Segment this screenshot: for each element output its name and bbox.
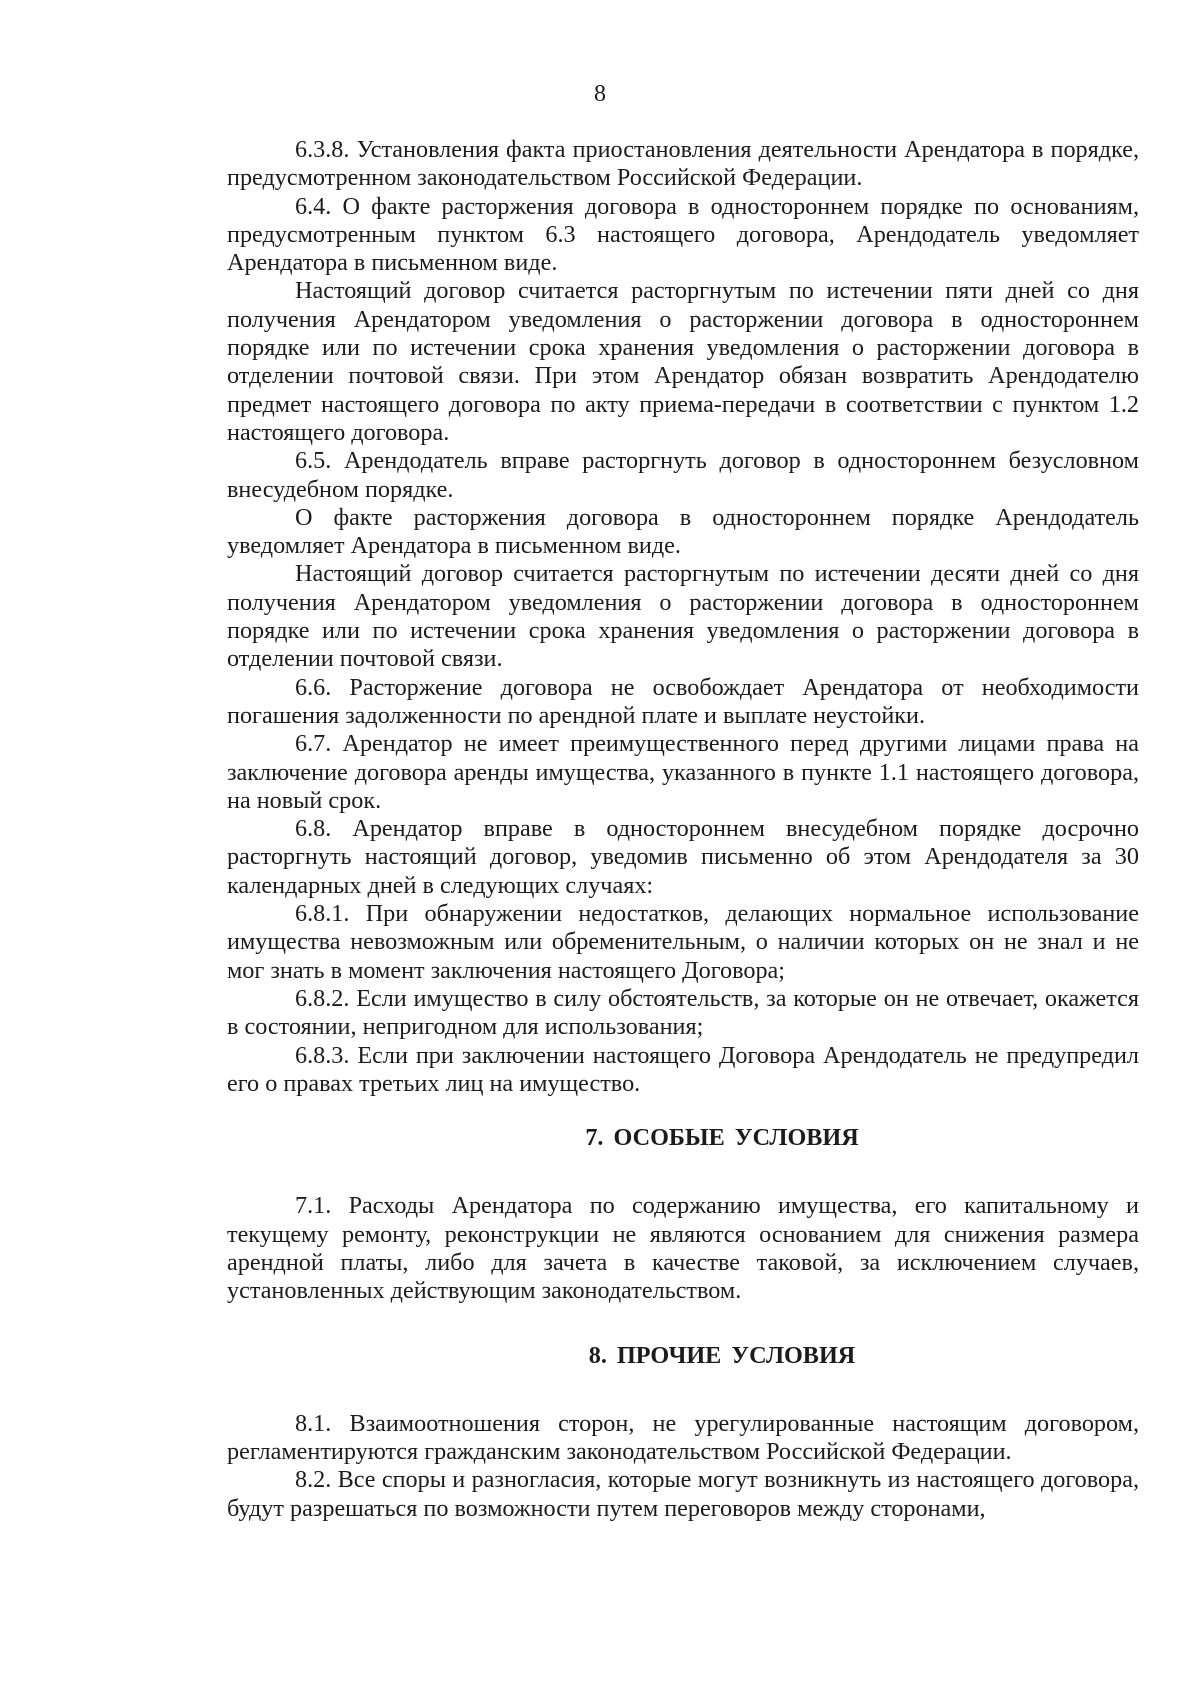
paragraph-8-2: 8.2. Все споры и разногласия, которые могут возникнуть из настоящего договора, будут разрешаться по возможности путем переговоров между сторонами,: [227, 1466, 1139, 1522]
paragraph-6-3-8: 6.3.8. Установления факта приостановления деятельности Арендатора в порядке, предусмотренном законодательством Российской Федерации.: [227, 136, 1139, 192]
paragraph-8-1: 8.1. Взаимоотношения сторон, не урегулированные настоящим договором, регламентируются гражданским законодательством Российской Федерации.: [227, 1409, 1139, 1466]
page-number: 8: [594, 81, 606, 107]
paragraph-6-5-notice: О факте расторжения договора в одностороннем порядке Арендодатель уведомляет Арендатора в письменном виде.: [227, 503, 1139, 560]
paragraph-6-8-3: 6.8.3. Если при заключении настоящего Договора Арендодатель не предупредил его о правах третьих лиц на имущество.: [227, 1041, 1139, 1097]
paragraph-6-4-termination: Настоящий договор считается расторгнутым по истечении пяти дней со дня получения Арендатором уведомления о расторжении договора в одностороннем порядке или по истечении срока хранения уведомления о расторжении договора в отделении почтовой связи. При этом Арендатор обязан возвратить Арендодателю предмет настоящего договора по акту приема-передачи в соответствии с пунктом 1.2 настоящего договора.: [227, 277, 1139, 446]
paragraph-6-6: 6.6. Расторжение договора не освобождает Арендатора от необходимости погашения задолженности по арендной плате и выплате неустойки.: [227, 673, 1139, 729]
section-heading-7: 7. ОСОБЫЕ УСЛОВИЯ: [585, 1124, 859, 1152]
paragraph-6-5-termination: Настоящий договор считается расторгнутым по истечении десяти дней со дня получения Арендатором уведомления о расторжении договора в одностороннем порядке или по истечении срока хранения уведомления о расторжении договора в отделении почтовой связи.: [227, 560, 1139, 673]
paragraph-6-4: 6.4. О факте расторжения договора в одностороннем порядке по основаниям, предусмотренным пунктом 6.3 настоящего договора, Арендодатель уведомляет Арендатора в письменном виде.: [227, 192, 1139, 277]
paragraph-6-8: 6.8. Арендатор вправе в одностороннем внесудебном порядке досрочно расторгнуть настоящий договор, уведомив письменно об этом Арендодателя за 30 календарных дней в следующих случаях:: [227, 815, 1139, 899]
paragraph-6-7: 6.7. Арендатор не имеет преимущественного перед другими лицами права на заключение договора аренды имущества, указанного в пункте 1.1 настоящего договора, на новый срок.: [227, 730, 1139, 814]
paragraph-6-8-1: 6.8.1. При обнаружении недостатков, делающих нормальное использование имущества невозможным или обременительным, о наличии которых он не знал и не мог знать в момент заключения настоящего Договора;: [227, 900, 1139, 984]
document-body: [227, 136, 1139, 1523]
paragraph-6-8-2: 6.8.2. Если имущество в силу обстоятельств, за которые он не отвечает, окажется в состоянии, непригодном для использования;: [227, 984, 1139, 1041]
section-heading-8: 8. ПРОЧИЕ УСЛОВИЯ: [588, 1341, 856, 1369]
paragraph-6-5: 6.5. Арендодатель вправе расторгнуть договор в одностороннем безусловном внесудебном порядке.: [227, 447, 1139, 503]
paragraph-7-1: 7.1. Расходы Арендатора по содержанию имущества, его капитальному и текущему ремонту, реконструкции не являются основанием для снижения размера арендной платы, либо для зачета в качестве таковой, за исключением случаев, установленных действующим законодательством.: [227, 1192, 1139, 1305]
